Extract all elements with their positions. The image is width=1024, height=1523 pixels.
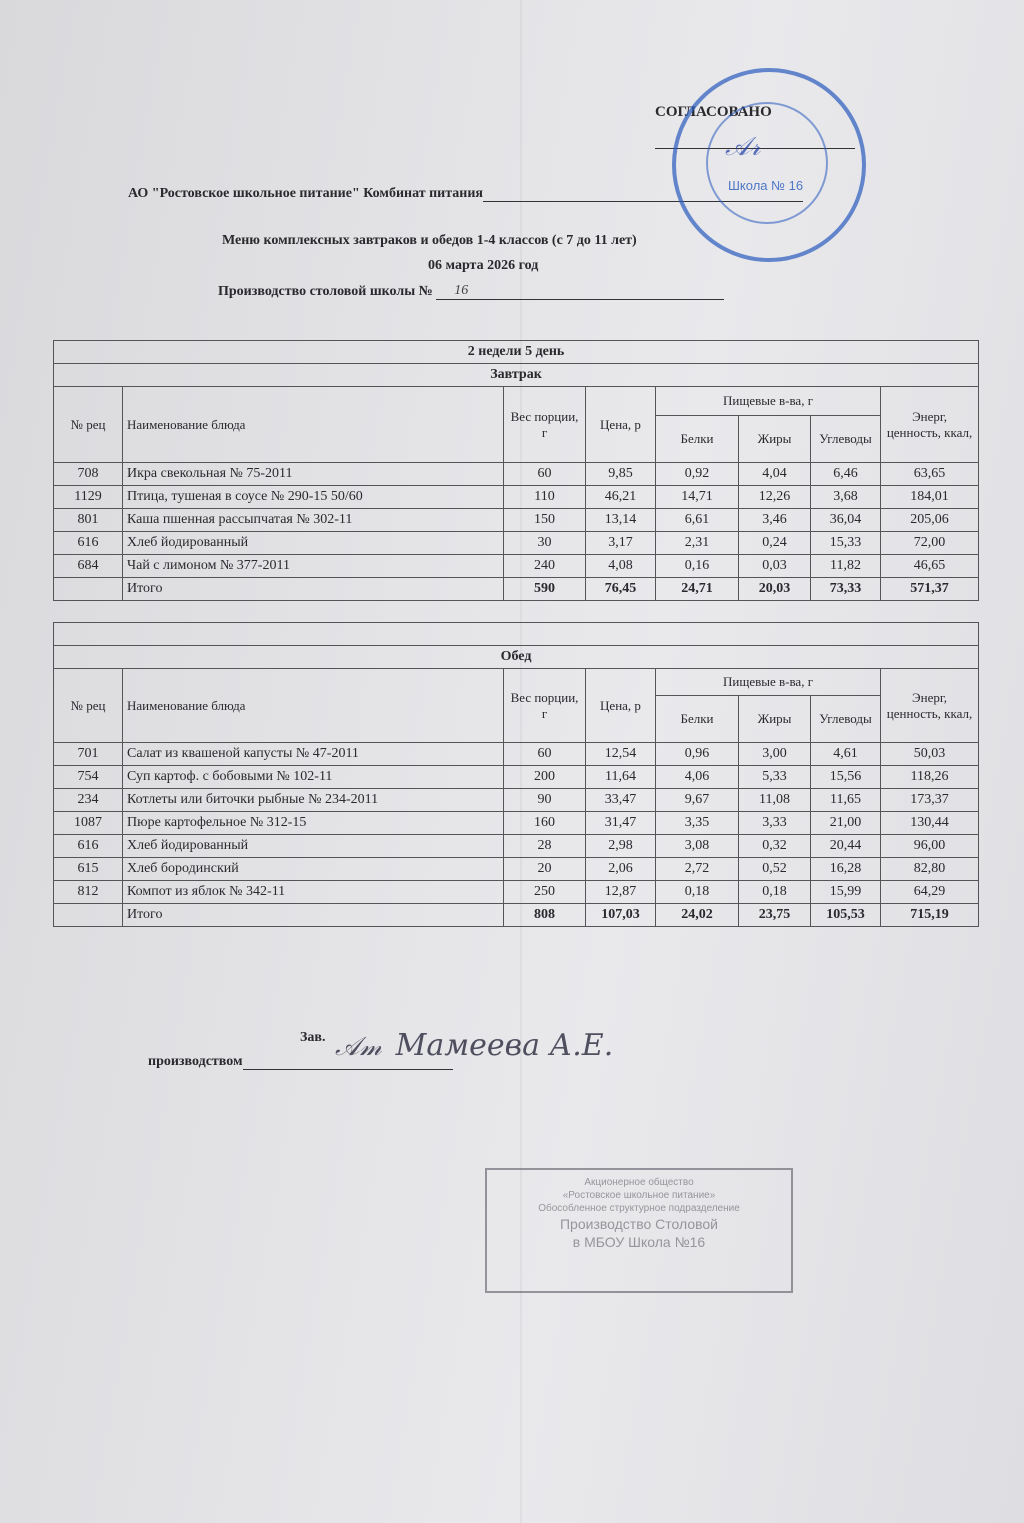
energy: 46,65: [881, 555, 979, 578]
col-price: Цена, р: [586, 387, 656, 463]
col-carbs: Углеводы: [811, 696, 881, 743]
dish-name: Салат из квашеной капусты № 47-2011: [123, 743, 504, 766]
table-row: [54, 509, 979, 532]
portion-weight: 60: [504, 743, 586, 766]
fat: 12,26: [739, 486, 811, 509]
carbs: 21,00: [811, 812, 881, 835]
carbs: 4,61: [811, 743, 881, 766]
col-weight: Вес порции, г: [504, 387, 586, 463]
dish-name: Котлеты или биточки рыбные № 234-2011: [123, 789, 504, 812]
dish-name: Чай с лимоном № 377-2011: [123, 555, 504, 578]
table-row: [54, 858, 979, 881]
portion-weight: 808: [504, 904, 586, 927]
price: 12,87: [586, 881, 656, 904]
col-protein: Белки: [656, 696, 739, 743]
portion-weight: 200: [504, 766, 586, 789]
dish-name: Хлеб йодированный: [123, 532, 504, 555]
carbs: 73,33: [811, 578, 881, 601]
recipe-number: 684: [54, 555, 123, 578]
energy: 205,06: [881, 509, 979, 532]
price: 12,54: [586, 743, 656, 766]
carbs: 11,65: [811, 789, 881, 812]
portion-weight: 28: [504, 835, 586, 858]
head-label-2: производством: [148, 1054, 453, 1070]
table-row: [54, 881, 979, 904]
energy: 82,80: [881, 858, 979, 881]
col-energy: Энерг, ценность, ккал,: [881, 387, 979, 463]
col-energy: Энерг, ценность, ккал,: [881, 669, 979, 743]
energy: 715,19: [881, 904, 979, 927]
carbs: 16,28: [811, 858, 881, 881]
energy: 50,03: [881, 743, 979, 766]
recipe-number: 754: [54, 766, 123, 789]
table-row: [54, 463, 979, 486]
protein: 9,67: [656, 789, 739, 812]
breakfast-title: Завтрак: [54, 364, 979, 387]
energy: 118,26: [881, 766, 979, 789]
carbs: 15,56: [811, 766, 881, 789]
protein: 3,35: [656, 812, 739, 835]
protein: 0,96: [656, 743, 739, 766]
table-row: [54, 532, 979, 555]
col-name: Наименование блюда: [123, 387, 504, 463]
fat: 0,18: [739, 881, 811, 904]
fat: 23,75: [739, 904, 811, 927]
col-weight: Вес порции, г: [504, 669, 586, 743]
dish-name: Хлеб бородинский: [123, 858, 504, 881]
table-row: [54, 766, 979, 789]
table-row: [54, 555, 979, 578]
recipe-number: 234: [54, 789, 123, 812]
week-day: 2 недели 5 день: [54, 341, 979, 364]
portion-weight: 30: [504, 532, 586, 555]
energy: 96,00: [881, 835, 979, 858]
dish-name: Птица, тушеная в соусе № 290-15 50/60: [123, 486, 504, 509]
protein: 6,61: [656, 509, 739, 532]
dish-name: Икра свекольная № 75-2011: [123, 463, 504, 486]
price: 33,47: [586, 789, 656, 812]
protein: 24,02: [656, 904, 739, 927]
dish-name: Пюре картофельное № 312-15: [123, 812, 504, 835]
approval-signature: 𝒜𝓇: [725, 132, 761, 162]
col-num: № рец: [54, 387, 123, 463]
organization: АО "Ростовское школьное питание" Комбинат питания: [128, 186, 803, 202]
fat: 5,33: [739, 766, 811, 789]
price: 11,64: [586, 766, 656, 789]
fat: 0,03: [739, 555, 811, 578]
fat: 0,52: [739, 858, 811, 881]
lunch-title: Обед: [54, 646, 979, 669]
dish-name: Итого: [123, 904, 504, 927]
protein: 2,31: [656, 532, 739, 555]
fat: 3,33: [739, 812, 811, 835]
price: 3,17: [586, 532, 656, 555]
head-label-1: Зав.: [300, 1030, 326, 1045]
energy: 130,44: [881, 812, 979, 835]
lunch-table: [53, 622, 979, 927]
dish-name: Суп картоф. с бобовыми № 102-11: [123, 766, 504, 789]
signature-name: Мамеева А.Е.: [395, 1028, 614, 1063]
price: 76,45: [586, 578, 656, 601]
portion-weight: 250: [504, 881, 586, 904]
total-row: [54, 578, 979, 601]
fat: 3,00: [739, 743, 811, 766]
portion-weight: 20: [504, 858, 586, 881]
portion-weight: 60: [504, 463, 586, 486]
fat: 0,24: [739, 532, 811, 555]
carbs: 105,53: [811, 904, 881, 927]
recipe-number: 615: [54, 858, 123, 881]
protein: 24,71: [656, 578, 739, 601]
recipe-number: 616: [54, 835, 123, 858]
recipe-number: [54, 904, 123, 927]
price: 13,14: [586, 509, 656, 532]
price: 2,06: [586, 858, 656, 881]
col-price: Цена, р: [586, 669, 656, 743]
price: 9,85: [586, 463, 656, 486]
protein: 0,18: [656, 881, 739, 904]
menu-title: Меню комплексных завтраков и обедов 1-4 классов (с 7 до 11 лет): [222, 233, 637, 248]
protein: 4,06: [656, 766, 739, 789]
carbs: 36,04: [811, 509, 881, 532]
col-nutrients: Пищевые в-ва, г: [656, 387, 881, 416]
table-row: [54, 835, 979, 858]
col-fat: Жиры: [739, 416, 811, 463]
carbs: 20,44: [811, 835, 881, 858]
carbs: 11,82: [811, 555, 881, 578]
recipe-number: 701: [54, 743, 123, 766]
col-name: Наименование блюда: [123, 669, 504, 743]
price: 107,03: [586, 904, 656, 927]
table-row: [54, 789, 979, 812]
table-row: [54, 812, 979, 835]
price: 31,47: [586, 812, 656, 835]
carbs: 6,46: [811, 463, 881, 486]
portion-weight: 90: [504, 789, 586, 812]
portion-weight: 240: [504, 555, 586, 578]
protein: 14,71: [656, 486, 739, 509]
protein: 0,16: [656, 555, 739, 578]
col-fat: Жиры: [739, 696, 811, 743]
carbs: 15,33: [811, 532, 881, 555]
fat: 4,04: [739, 463, 811, 486]
recipe-number: 616: [54, 532, 123, 555]
school-line: Производство столовой школы № 16: [218, 283, 724, 300]
protein: 2,72: [656, 858, 739, 881]
recipe-number: 801: [54, 509, 123, 532]
total-row: [54, 904, 979, 927]
recipe-number: 1129: [54, 486, 123, 509]
energy: 173,37: [881, 789, 979, 812]
price: 4,08: [586, 555, 656, 578]
breakfast-table: [53, 340, 979, 601]
col-carbs: Углеводы: [811, 416, 881, 463]
dish-name: Итого: [123, 578, 504, 601]
table-row: [54, 486, 979, 509]
portion-weight: 590: [504, 578, 586, 601]
fat: 20,03: [739, 578, 811, 601]
round-stamp: Школа № 16: [672, 68, 866, 262]
recipe-number: 812: [54, 881, 123, 904]
dish-name: Хлеб йодированный: [123, 835, 504, 858]
energy: 72,00: [881, 532, 979, 555]
protein: 0,92: [656, 463, 739, 486]
carbs: 3,68: [811, 486, 881, 509]
col-protein: Белки: [656, 416, 739, 463]
energy: 571,37: [881, 578, 979, 601]
table-row: [54, 743, 979, 766]
fat: 3,46: [739, 509, 811, 532]
portion-weight: 110: [504, 486, 586, 509]
price: 2,98: [586, 835, 656, 858]
protein: 3,08: [656, 835, 739, 858]
carbs: 15,99: [811, 881, 881, 904]
head-signature: 𝒜𝓂 Мамеева А.Е.: [335, 1028, 614, 1063]
energy: 184,01: [881, 486, 979, 509]
recipe-number: 708: [54, 463, 123, 486]
portion-weight: 150: [504, 509, 586, 532]
dish-name: Компот из яблок № 342-11: [123, 881, 504, 904]
energy: 63,65: [881, 463, 979, 486]
recipe-number: 1087: [54, 812, 123, 835]
spacer-row: [54, 623, 979, 646]
col-nutrients: Пищевые в-ва, г: [656, 669, 881, 696]
fat: 0,32: [739, 835, 811, 858]
rect-stamp: Акционерное общество «Ростовское школьное питание» Обособленное структурное подразделение Производство Столовой в МБОУ Школа №16: [485, 1168, 793, 1293]
recipe-number: [54, 578, 123, 601]
price: 46,21: [586, 486, 656, 509]
dish-name: Каша пшенная рассыпчатая № 302-11: [123, 509, 504, 532]
portion-weight: 160: [504, 812, 586, 835]
col-num: № рец: [54, 669, 123, 743]
energy: 64,29: [881, 881, 979, 904]
fat: 11,08: [739, 789, 811, 812]
menu-date: 06 марта 2026 год: [428, 258, 539, 273]
approved-label: СОГЛАСОВАНО: [655, 104, 772, 120]
